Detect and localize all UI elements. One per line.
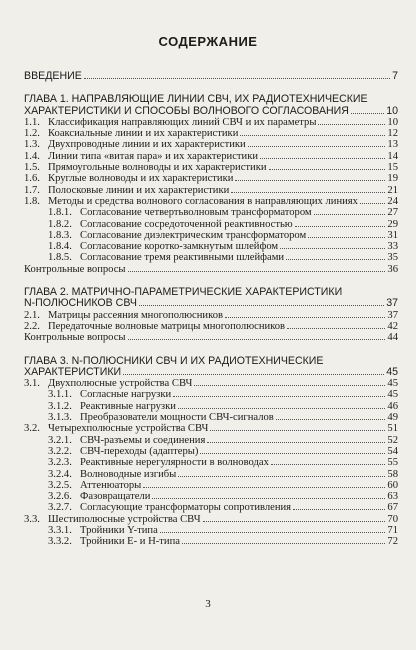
- toc-entry: [24, 310, 398, 321]
- toc-entry-number: 1.3.: [24, 139, 40, 151]
- toc-entry-text: СВЧ-разъемы и соединения: [80, 434, 206, 446]
- page-title: СОДЕРЖАНИЕ: [158, 34, 258, 49]
- toc-entry-number: 3.2.: [24, 423, 40, 435]
- toc-entry-number: 3.1.2.: [48, 400, 72, 412]
- leader-dots: [231, 192, 385, 193]
- leader-dots: [178, 476, 385, 477]
- toc-entry-number: 3.1.3.: [48, 412, 72, 424]
- leader-dots: [360, 203, 385, 204]
- chapters-container: [24, 94, 398, 547]
- toc-entry-text: Прямоугольные волноводы и их характеристики: [48, 162, 267, 174]
- toc-page-number: 36: [387, 263, 398, 275]
- toc-page-number: 10: [386, 104, 398, 117]
- toc-page-number: 67: [387, 502, 398, 514]
- leader-dots: [260, 158, 385, 159]
- leader-dots: [84, 78, 390, 79]
- toc-entry-number: 1.8.: [24, 195, 40, 207]
- leader-dots: [139, 305, 384, 306]
- toc-entry-text: Передаточные волновые матрицы многополюсников: [48, 320, 286, 332]
- toc-entry-text: Согласование тремя реактивными шлейфами: [80, 252, 285, 264]
- toc-page-number: 45: [387, 389, 398, 401]
- toc-entry-text: Двухпроводные линии и их характеристики: [48, 139, 246, 151]
- toc-entry: [24, 219, 398, 230]
- toc-page-number: 44: [387, 332, 398, 344]
- toc-entry-number: 3.3.: [24, 513, 40, 525]
- toc-page-number: 71: [387, 524, 398, 536]
- toc-entry-text: Согласные нагрузки: [80, 389, 172, 401]
- toc-entry: [24, 321, 398, 332]
- leader-dots: [160, 532, 386, 533]
- toc-entry-text: Матрицы рассеяния многополюсников: [48, 309, 223, 321]
- toc-entry: [24, 230, 398, 241]
- toc-page-number: 60: [387, 479, 398, 491]
- leader-dots: [173, 396, 385, 397]
- toc-page-number: 13: [387, 139, 398, 151]
- toc-entry-text: Согласование диэлектрическим трансформатором: [80, 229, 307, 241]
- toc-page-number: 29: [387, 218, 398, 230]
- toc-entry-text: Методы и средства волнового согласования в направляющих линиях: [48, 195, 358, 207]
- table-of-contents: [24, 71, 398, 548]
- toc-entry-number: 1.6.: [24, 173, 40, 185]
- toc-entry: [24, 401, 398, 412]
- toc-entry-text: Тройники E- и H-типа: [80, 536, 180, 548]
- toc-entry: [24, 435, 398, 446]
- chapter-heading: [24, 287, 398, 310]
- leader-dots: [178, 408, 386, 409]
- toc-entry-number: 3.3.2.: [48, 536, 72, 548]
- leader-dots: [128, 339, 386, 340]
- leader-dots: [269, 169, 386, 170]
- toc-entry-number: 3.1.1.: [48, 389, 72, 401]
- toc-page-number: 51: [387, 423, 398, 435]
- toc-entry-number: 1.8.2.: [48, 218, 72, 230]
- leader-dots: [318, 124, 385, 125]
- toc-entry: [24, 502, 398, 513]
- toc-page-number: 45: [386, 365, 398, 378]
- toc-entry-number: 1.8.3.: [48, 229, 72, 241]
- toc-page-number: 7: [392, 70, 398, 82]
- toc-entry-text: Согласующие трансформаторы сопротивления: [80, 502, 292, 514]
- toc-page-number: 46: [387, 400, 398, 412]
- toc-entry-text: Четырехполюсные устройства СВЧ: [48, 423, 209, 435]
- chapter-heading: [24, 94, 398, 117]
- toc-entry-number: 1.8.4.: [48, 241, 72, 253]
- leader-dots: [314, 214, 386, 215]
- toc-entry-text: Двухполюсные устройства СВЧ: [48, 378, 193, 390]
- toc-entry-number: 3.2.7.: [48, 502, 72, 514]
- toc-entry: [24, 264, 398, 275]
- toc-entry: [24, 446, 398, 457]
- chapter-block: [24, 94, 398, 275]
- leader-dots: [295, 226, 386, 227]
- toc-entry: [24, 536, 398, 547]
- toc-entry-number: 3.3.1.: [48, 524, 72, 536]
- toc-entry-text: Аттенюаторы: [80, 479, 142, 491]
- toc-page-number: 72: [387, 536, 398, 548]
- leader-dots: [143, 487, 385, 488]
- leader-dots: [287, 328, 385, 329]
- leader-dots: [248, 146, 386, 147]
- chapter-heading: [24, 356, 398, 379]
- toc-entry: [24, 252, 398, 263]
- page-footer-number: 3: [205, 598, 211, 610]
- toc-entry-text: Реактивные нагрузки: [80, 400, 176, 412]
- leader-dots: [152, 498, 385, 499]
- chapter-heading-line: ГЛАВА 3. N-ПОЛЮСНИКИ СВЧ И ИХ РАДИОТЕХНИЧЕСКИЕ: [24, 354, 324, 367]
- toc-entry-text: Согласование четвертьволновым трансформатором: [80, 207, 312, 219]
- toc-page-number: 70: [387, 513, 398, 525]
- toc-entry: [24, 185, 398, 196]
- toc-entry-number: 1.5.: [24, 162, 40, 174]
- chapter-heading-last-line: [24, 298, 398, 309]
- toc-page-number: 24: [387, 195, 398, 207]
- chapter-heading-last-line: [24, 367, 398, 378]
- leader-dots: [271, 464, 385, 465]
- chapter-heading-line: ГЛАВА 2. МАТРИЧНО-ПАРАМЕТРИЧЕСКИЕ ХАРАКТЕРИСТИКИ: [24, 286, 343, 299]
- leader-dots: [235, 180, 385, 181]
- leader-dots: [194, 385, 385, 386]
- toc-entry-text: Классификация направляющих линий СВЧ и их параметры: [48, 116, 317, 128]
- toc-entry-text: Круглые волноводы и их характеристики: [48, 173, 234, 185]
- leader-dots: [123, 374, 384, 375]
- chapter-heading-line: ХАРАКТЕРИСТИКИ: [24, 365, 122, 378]
- toc-entry-number: 2.2.: [24, 320, 40, 332]
- leader-dots: [225, 317, 385, 318]
- leader-dots: [280, 248, 385, 249]
- toc-page-number: 37: [386, 297, 398, 310]
- toc-entry-text: Волноводные изгибы: [80, 468, 177, 480]
- toc-page-number: 33: [387, 241, 398, 253]
- toc-entry: [24, 117, 398, 128]
- toc-page-number: 42: [387, 320, 398, 332]
- toc-entry-number: 2.1.: [24, 309, 40, 321]
- toc-page-number: 15: [387, 162, 398, 174]
- chapter-block: [24, 287, 398, 343]
- chapter-heading-line: ГЛАВА 1. НАПРАВЛЯЮЩИЕ ЛИНИИ СВЧ, ИХ РАДИОТЕХНИЧЕСКИЕ: [24, 93, 368, 106]
- toc-page-number: 37: [387, 309, 398, 321]
- leader-dots: [351, 113, 384, 114]
- leader-dots: [286, 259, 385, 260]
- toc-entry-number: 1.2.: [24, 128, 40, 140]
- toc-entry: [24, 378, 398, 389]
- toc-entry: [24, 457, 398, 468]
- toc-page-number: 19: [387, 173, 398, 185]
- toc-entry-text: Фазовращатели: [80, 491, 151, 503]
- leader-dots: [276, 419, 386, 420]
- toc-entry: [24, 389, 398, 400]
- chapter-heading-line: ХАРАКТЕРИСТИКИ И СПОСОБЫ ВОЛНОВОГО СОГЛАСОВАНИЯ: [24, 104, 349, 117]
- leader-dots: [182, 543, 385, 544]
- leader-dots: [240, 135, 385, 136]
- toc-entry-text: Реактивные нерегулярности в волноводах: [80, 457, 269, 469]
- toc-page-number: 49: [387, 412, 398, 424]
- toc-entry-number: 3.2.6.: [48, 491, 72, 503]
- toc-entry-text: Полосковые линии и их характеристики: [48, 184, 230, 196]
- toc-entry-number: 1.8.1.: [48, 207, 72, 219]
- toc-entry: [24, 241, 398, 252]
- toc-entry-number: 3.2.2.: [48, 445, 72, 457]
- toc-page-number: 27: [387, 207, 398, 219]
- toc-entry: [24, 151, 398, 162]
- chapter-block: [24, 356, 398, 548]
- toc-page-number: 35: [387, 252, 398, 264]
- toc-entry-number: 1.7.: [24, 184, 40, 196]
- leader-dots: [203, 521, 386, 522]
- toc-entry: [24, 525, 398, 536]
- toc-page-number: 54: [387, 445, 398, 457]
- toc-entry-text: Контрольные вопросы: [24, 263, 126, 275]
- toc-entry-text: Шестиполюсные устройства СВЧ: [48, 513, 201, 525]
- toc-entry-text: Линии типа «витая пара» и их характеристики: [48, 150, 259, 162]
- toc-page-number: 10: [387, 116, 398, 128]
- toc-entry-number: 3.2.5.: [48, 479, 72, 491]
- toc-entry: [24, 139, 398, 150]
- leader-dots: [200, 453, 385, 454]
- toc-entry-text: Согласование сосредоточенной реактивностью: [80, 218, 293, 230]
- toc-entry: [24, 207, 398, 218]
- leader-dots: [210, 430, 385, 431]
- toc-entry-number: 3.2.3.: [48, 457, 72, 469]
- toc-entry-number: 3.1.: [24, 378, 40, 390]
- toc-entry: [24, 162, 398, 173]
- toc-entry: [24, 469, 398, 480]
- toc-entry-text: Коаксиальные линии и их характеристики: [48, 128, 239, 140]
- toc-page-number: 55: [387, 457, 398, 469]
- toc-page-number: 21: [387, 184, 398, 196]
- toc-entry: [24, 128, 398, 139]
- chapter-heading-last-line: [24, 106, 398, 117]
- toc-entry: [24, 332, 398, 343]
- toc-entry: [24, 412, 398, 423]
- toc-entry: [24, 491, 398, 502]
- leader-dots: [128, 271, 386, 272]
- toc-entry-number: 1.8.5.: [48, 252, 72, 264]
- toc-page-number: 58: [387, 468, 398, 480]
- toc-page-number: 52: [387, 434, 398, 446]
- toc-entry: [24, 173, 398, 184]
- toc-page-number: 31: [387, 229, 398, 241]
- leader-dots: [293, 509, 385, 510]
- toc-entry-text: ВВЕДЕНИЕ: [24, 71, 82, 82]
- toc-entry-number: 1.4.: [24, 150, 40, 162]
- toc-entry-text: Контрольные вопросы: [24, 332, 126, 344]
- toc-entry-number: 3.2.1.: [48, 434, 72, 446]
- toc-page-number: 14: [387, 150, 398, 162]
- toc-entry: [24, 423, 398, 434]
- toc-entry-text: Тройники Y-типа: [80, 524, 158, 536]
- toc-entry: [24, 480, 398, 491]
- leader-dots: [207, 442, 385, 443]
- leader-dots: [308, 237, 385, 238]
- toc-entry-text: Преобразователи мощности СВЧ-сигналов: [80, 412, 274, 424]
- toc-page-number: 45: [387, 378, 398, 390]
- toc-entry: [24, 196, 398, 207]
- toc-entry: [24, 514, 398, 525]
- toc-entry-number: 1.1.: [24, 116, 40, 128]
- toc-page-number: 12: [387, 128, 398, 140]
- chapter-heading-line: N-ПОЛЮСНИКОВ СВЧ: [24, 297, 137, 310]
- toc-page-number: 63: [387, 491, 398, 503]
- toc-entry-text: СВЧ-переходы (адаптеры): [80, 445, 199, 457]
- toc-entry-text: Согласование коротко-замкнутым шлейфом: [80, 241, 279, 253]
- toc-entry-intro: [24, 71, 398, 82]
- toc-entry-number: 3.2.4.: [48, 468, 72, 480]
